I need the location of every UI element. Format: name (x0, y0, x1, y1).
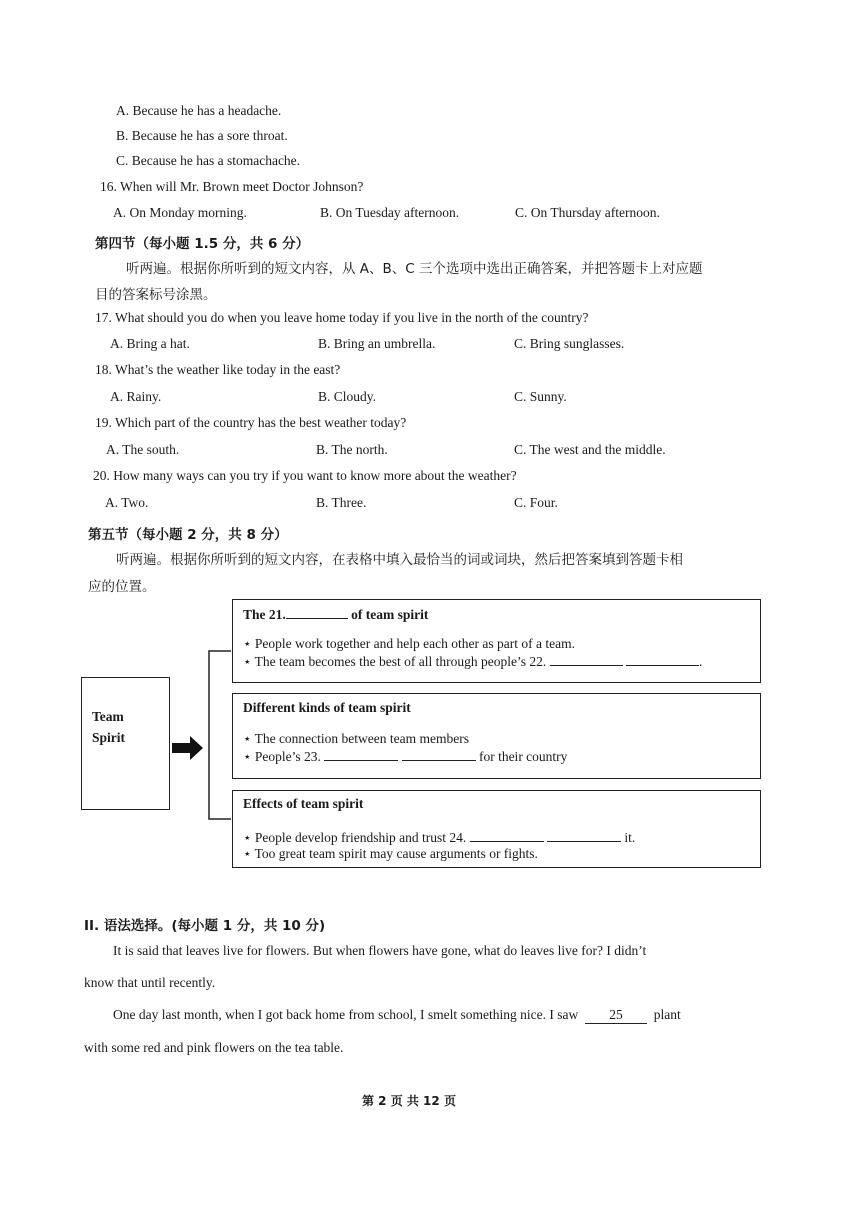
part2-paragraph2-line2: with some red and pink flowers on the tea table. (84, 1040, 344, 1055)
section5-instruction-line1: 听两遍。根据你所听到的短文内容，在表格中填入最恰当的词或词块，然后把答案填到答题卡相 (116, 552, 683, 568)
diagram-box-definition (232, 599, 761, 683)
part2-paragraph1-line1: It is said that leaves live for flowers. But when flowers have gone, what do leaves live for? I didn’t (113, 943, 647, 958)
q19-question: 19. Which part of the country has the best weather today? (95, 415, 407, 430)
q15-option-b: B. Because he has a sore throat. (116, 128, 288, 143)
blank-23a (324, 748, 398, 761)
q18-option-b: B. Cloudy. (318, 389, 377, 404)
q16-question: 16. When will Mr. Brown meet Doctor Johnson? (100, 179, 364, 194)
blank-24b (547, 829, 621, 842)
q17-option-a: A. Bring a hat. (110, 336, 190, 351)
box2-line2-suffix: for their country (475, 749, 568, 764)
part2-p2-prefix: One day last month, when I got back home from school, I smelt something nice. I saw (113, 1007, 579, 1022)
part2-heading: II. 语法选择。(每小题 1 分，共 10 分) (84, 918, 326, 934)
diagram-connector-arrow (168, 645, 238, 830)
box1-title (243, 606, 428, 623)
diagram-root-box (81, 677, 170, 810)
q17-option-c: C. Bring sunglasses. (514, 336, 625, 351)
box3-title: Effects of team spirit (243, 796, 364, 811)
part2-p2-suffix: plant (653, 1007, 681, 1022)
box3-line2: ⋆ Too great team spirit may cause arguments or fights. (243, 846, 538, 861)
q18-option-a: A. Rainy. (110, 389, 162, 404)
q18-question: 18. What’s the weather like today in the east? (95, 362, 341, 377)
diagram-box-effects (232, 790, 761, 868)
box1-line2 (243, 653, 702, 670)
box3-line1-suffix: it. (621, 830, 636, 845)
section4-instruction-line2: 目的答案标号涂黑。 (95, 287, 217, 303)
q19-option-b: B. The north. (316, 442, 388, 457)
section5-heading: 第五节（每小题 2 分，共 8 分） (88, 527, 288, 543)
section5-instruction-line2: 应的位置。 (88, 579, 156, 595)
blank-24a (470, 829, 544, 842)
q16-option-b: B. On Tuesday afternoon. (320, 205, 460, 220)
q16-option-c: C. On Thursday afternoon. (515, 205, 660, 220)
section4-instruction-line1: 听两遍。根据你所听到的短文内容，从 A、B、C 三个选项中选出正确答案，并把答题卡上对应题 (126, 261, 703, 277)
q17-option-b: B. Bring an umbrella. (318, 336, 436, 351)
box2-line2 (243, 748, 567, 765)
box1-title-prefix: The 21. (243, 607, 286, 622)
section4-heading: 第四节（每小题 1.5 分，共 6 分） (95, 236, 310, 252)
box3-line1-prefix: ⋆ People develop friendship and trust 24. (243, 830, 467, 845)
diagram-box-kinds (232, 693, 761, 779)
box2-line1: ⋆ The connection between team members (243, 731, 469, 746)
box1-line1: ⋆ People work together and help each other as part of a team. (243, 636, 575, 651)
q15-option-a: A. Because he has a headache. (116, 103, 282, 118)
box1-title-suffix: of team spirit (347, 607, 429, 622)
box2-title: Different kinds of team spirit (243, 700, 411, 715)
box1-line2-text: ⋆ The team becomes the best of all through people’s 22. (243, 654, 547, 669)
q19-option-a: A. The south. (106, 442, 180, 457)
box3-line1 (243, 829, 635, 846)
page-footer: 第 2 页 共 12 页 (362, 1094, 456, 1108)
q20-question: 20. How many ways can you try if you want to know more about the weather? (93, 468, 517, 483)
q20-option-a: A. Two. (105, 495, 149, 510)
blank-25: 25 (585, 1007, 647, 1024)
q16-option-a: A. On Monday morning. (113, 205, 247, 220)
part2-paragraph2-line1 (113, 1007, 681, 1024)
q15-option-c: C. Because he has a stomachache. (116, 153, 301, 168)
q20-option-b: B. Three. (316, 495, 367, 510)
diagram-root-line2: Spirit (92, 730, 126, 745)
box1-line2-end: . (699, 654, 703, 669)
diagram-root-line1: Team (92, 709, 124, 724)
part2-paragraph1-line2: know that until recently. (84, 975, 216, 990)
blank-22b (626, 653, 699, 666)
q19-option-c: C. The west and the middle. (514, 442, 666, 457)
q20-option-c: C. Four. (514, 495, 558, 510)
blank-22a (550, 653, 623, 666)
box2-line2-prefix: ⋆ People’s 23. (243, 749, 321, 764)
blank-23b (402, 748, 476, 761)
q17-question: 17. What should you do when you leave home today if you live in the north of the country? (95, 310, 589, 325)
blank-21 (286, 606, 348, 619)
q18-option-c: C. Sunny. (514, 389, 567, 404)
